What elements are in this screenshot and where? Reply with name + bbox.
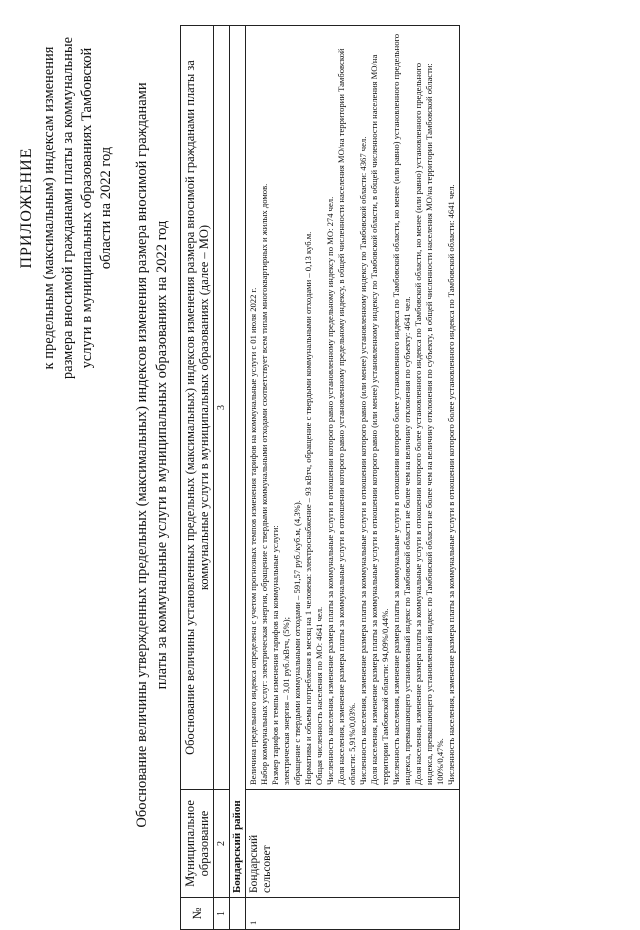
table-row bbox=[246, 26, 460, 930]
header-num: № bbox=[181, 898, 214, 930]
header-mo: Муниципальное образование bbox=[181, 790, 214, 898]
justification-line: Доля населения, изменение размера платы за коммунальные услуги в отношении которого равно (или менее) установленному индексу по Тамбовской области, в общей численности населения МО/на территории Тамбовской области: 94,09%/0,44%. bbox=[369, 54, 390, 785]
justification-line: Доля населения, изменение размера платы за коммунальные услуги в отношении которого равно установленному предельному индексу, в общей численности населения МО/на территории Тамбовской области: 5,91%/0,03%. bbox=[336, 48, 357, 785]
header-justification: Обоснование величины установленных предельных (максимальных) индексов изменения размера вносимой гражданами платы за коммунальные услуги в муниципальных образованиях (далее – МО) bbox=[181, 26, 214, 790]
appendix-line: размера вносимой гражданами платы за коммунальные bbox=[60, 36, 76, 380]
justification-line: электрическая энергия – 3,01 руб./кВтч, (5%); bbox=[281, 617, 291, 785]
district-row bbox=[230, 26, 246, 930]
row-num: 1 bbox=[246, 898, 460, 930]
justification-line: обращение с твердыми коммунальными отходами – 591,57 руб./куб.м, (4,3%). bbox=[292, 500, 302, 785]
heading-line: Обоснование величины утвержденных предельных (максимальных) индексов изменения размера вносимой гражданами bbox=[134, 82, 150, 828]
justification-line: Нормативы и объемы потребления в месяц на 1 человека: электроснабжение – 93 кВтч, обращение с твердыми коммунальными отходами – 0,13 куб.м. bbox=[303, 231, 313, 785]
appendix-title: ПРИЛОЖЕНИЕ bbox=[18, 147, 35, 269]
column-number: 2 bbox=[214, 790, 230, 898]
appendix-block bbox=[18, 33, 116, 383]
justification-table bbox=[180, 25, 460, 930]
heading-line: платы за коммунальные услуги в муниципальных образованиях на 2022 год bbox=[154, 220, 170, 690]
justification-line: Набор коммунальных услуг: электрическая энергия, обращение с твердыми коммунальными отходами соответствует всем типам многоквартирных и жилых домов. bbox=[259, 183, 269, 785]
column-number: 1 bbox=[214, 898, 230, 930]
district-name: Бондарский район bbox=[230, 26, 246, 898]
justification-line: Численность населения, изменение размера платы за коммунальные услуги в отношении которого более установленного индекса по Тамбовской области, но менее (или равно) установленного предельного индекса, превышающего установленный индекс по Тамбовской области не более чем на величину отклонения по субъекту: 4641 чел. bbox=[391, 33, 412, 785]
row-mo: Бондарский сельсовет bbox=[246, 790, 460, 898]
column-number: 3 bbox=[214, 26, 230, 790]
district-empty-cell bbox=[230, 898, 246, 930]
appendix-line: услуги в муниципальных образованиях Тамбовской bbox=[79, 47, 95, 369]
justification-line: Размер тарифов и темпы изменения тарифов на коммунальные услуги: bbox=[270, 525, 280, 785]
row-justification bbox=[246, 26, 460, 790]
appendix-line: к предельным (максимальным) индексам изменения bbox=[41, 46, 57, 370]
justification-line: Численность населения, изменение размера платы за коммунальные услуги в отношении которого более установленного индекса по Тамбовской области: 4641 чел. bbox=[446, 184, 456, 785]
justification-line: Численность населения, изменение размера платы за коммунальные услуги в отношении которого равно (или менее) установленному индексу по Тамбовской области: 4367 чел. bbox=[358, 136, 368, 785]
column-number-row bbox=[214, 26, 230, 930]
justification-line: Численность населения, изменение размера платы за коммунальные услуги в отношении которого равно установленному предельному индексу по МО: 274 чел. bbox=[325, 196, 335, 785]
header-row bbox=[181, 26, 214, 930]
justification-line: Величина предельного индекса определена с учетом прогнозных темпов изменения тарифов на коммунальные услуги с 01 июля 2022 г. bbox=[248, 287, 258, 785]
justification-line: Общая численность населения по МО: 4641 чел. bbox=[314, 606, 324, 785]
appendix-line: области на 2022 год bbox=[98, 146, 114, 270]
document-heading bbox=[132, 15, 172, 895]
justification-line: Доля населения, изменение размера платы за коммунальные услуги в отношении которого более установленного индекса по Тамбовской области, но менее (или равно) установленного предельного индекса, превышающего установленный индекс по Тамбовской области не более чем на величину отклонения по субъекту, в общей численности населения МО/на территории Тамбовской области: 100%/0,47%. bbox=[413, 62, 445, 785]
